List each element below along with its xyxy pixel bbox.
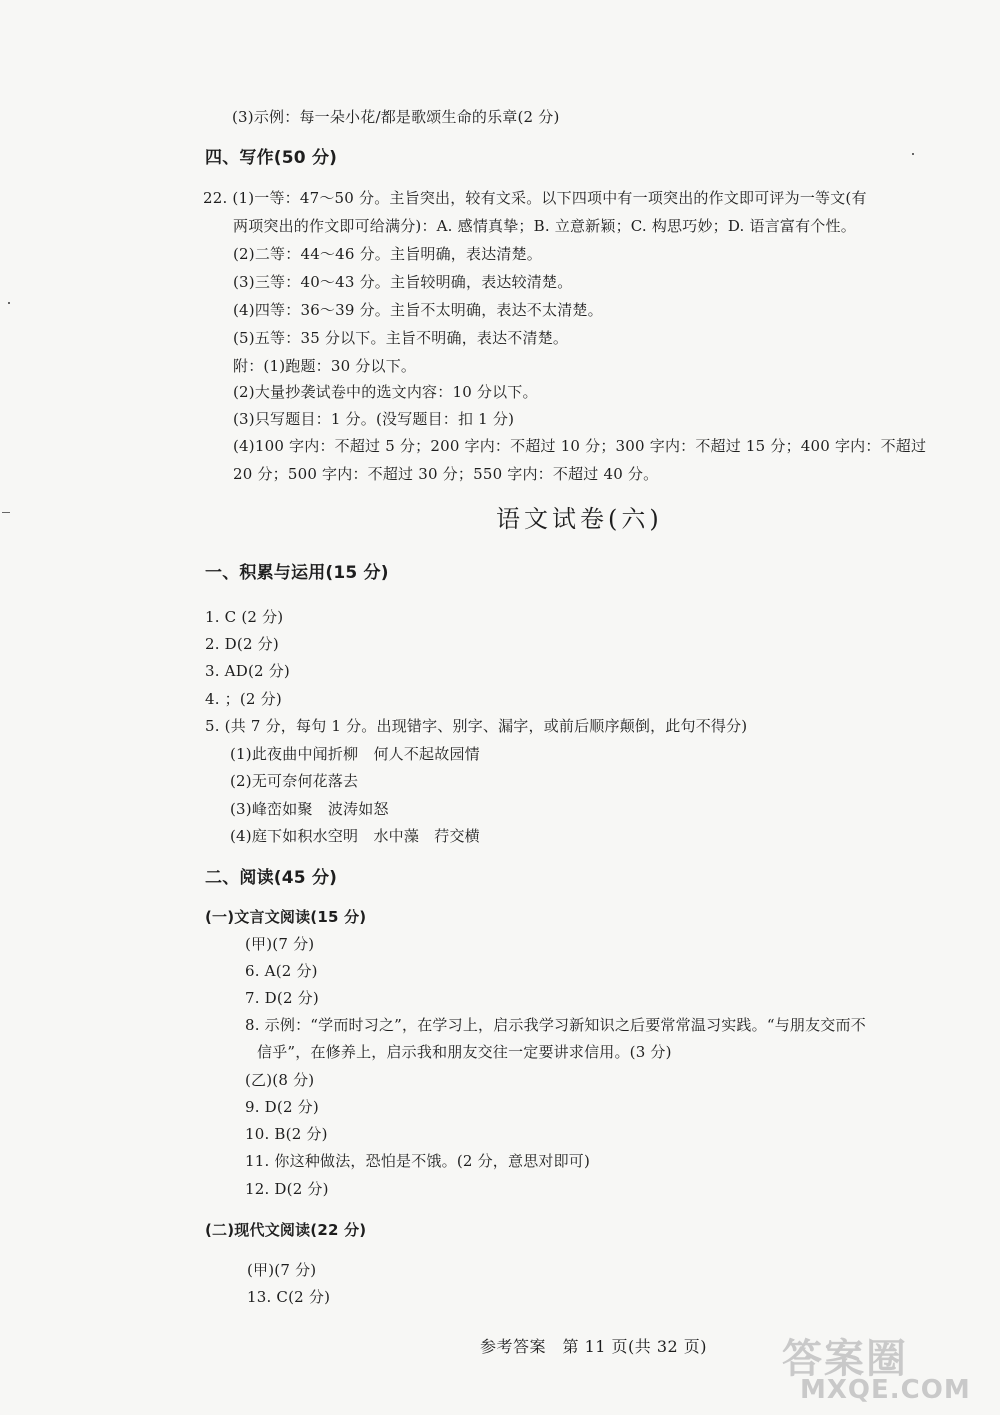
answer-line: (2)无可奈何花落去 — [230, 772, 359, 790]
answer-line: 6. A(2 分) — [245, 962, 318, 980]
answer-line: 4. ；(2 分) — [205, 690, 282, 708]
watermark-glyphs: 答案圈 — [782, 1336, 908, 1382]
answer-line: 10. B(2 分) — [245, 1125, 328, 1143]
answer-line: (3)峰峦如聚 波涛如怒 — [230, 800, 389, 818]
answer-line: (2)大量抄袭试卷中的选文内容：10 分以下。 — [233, 383, 538, 401]
scan-speck — [8, 302, 10, 304]
answer-line: (3)只写题目：1 分。(没写题目：扣 1 分) — [233, 410, 515, 428]
page-footer: 参考答案 第 11 页(共 32 页) — [480, 1337, 708, 1356]
answer-line: (4)庭下如积水空明 水中藻 荇交横 — [230, 827, 480, 845]
watermark-site: MXQE.COM — [800, 1375, 971, 1405]
scan-speck — [912, 153, 914, 155]
answer-line: 2. D(2 分) — [205, 635, 279, 653]
answer-line: (5)五等：35 分以下。主旨不明确，表达不清楚。 — [233, 329, 569, 347]
answer-line: (2)二等：44～46 分。主旨明确，表达清楚。 — [233, 245, 542, 263]
answer-line: 9. D(2 分) — [245, 1098, 319, 1116]
answer-line: (甲)(7 分) — [247, 1261, 317, 1279]
answer-line: (4)四等：36～39 分。主旨不太明确，表达不太清楚。 — [233, 301, 603, 319]
answer-line: 20 分；500 字内：不超过 30 分；550 字内：不超过 40 分。 — [233, 465, 659, 483]
answer-line: 5. (共 7 分，每句 1 分。出现错字、别字、漏字，或前后顺序颠倒，此句不得分) — [205, 717, 748, 735]
answer-line: 附：(1)跑题：30 分以下。 — [233, 357, 417, 375]
scan-speck — [2, 512, 10, 513]
answer-line: (3)三等：40～43 分。主旨较明确，表达较清楚。 — [233, 273, 573, 291]
answer-line: 两项突出的作文即可给满分)：A. 感情真挚；B. 立意新颖；C. 构思巧妙；D. 语言富有个性。 — [233, 217, 856, 235]
exam-title: 语文试卷(六) — [496, 505, 663, 533]
subsection-heading-classical: (一)文言文阅读(15 分) — [205, 908, 367, 926]
answer-line: (乙)(8 分) — [245, 1071, 315, 1089]
section-heading-reading: 二、阅读(45 分) — [205, 868, 338, 888]
answer-line: 7. D(2 分) — [245, 989, 319, 1007]
answer-line: (3)示例：每一朵小花/都是歌颂生命的乐章(2 分) — [232, 108, 560, 126]
answer-line: 1. C (2 分) — [205, 608, 284, 626]
answer-line: 3. AD(2 分) — [205, 662, 290, 680]
answer-line: 8. 示例：“学而时习之”，在学习上，启示我学习新知识之后要常常温习实践。“与朋友交而不 — [245, 1016, 866, 1034]
section-heading-accumulation: 一、积累与运用(15 分) — [205, 563, 389, 583]
answer-line: 信乎”，在修养上，启示我和朋友交往一定要讲求信用。(3 分) — [257, 1043, 672, 1061]
answer-line: 11. 你这种做法，恐怕是不饿。(2 分，意思对即可) — [245, 1152, 591, 1170]
watermark-logo — [782, 1327, 982, 1407]
answer-line: (甲)(7 分) — [245, 935, 315, 953]
answer-line: 13. C(2 分) — [247, 1288, 331, 1306]
answer-line: 22. (1)一等：47～50 分。主旨突出，较有文采。以下四项中有一项突出的作文即可评为一等文(有 — [203, 189, 867, 207]
answer-line: (1)此夜曲中闻折柳 何人不起故园情 — [230, 745, 480, 763]
answer-line: 12. D(2 分) — [245, 1180, 329, 1198]
answer-line: (4)100 字内：不超过 5 分；200 字内：不超过 10 分；300 字内：不超过 15 分；400 字内：不超过 — [233, 437, 927, 455]
subsection-heading-modern: (二)现代文阅读(22 分) — [205, 1221, 367, 1239]
section-heading-writing: 四、写作(50 分) — [205, 148, 338, 168]
